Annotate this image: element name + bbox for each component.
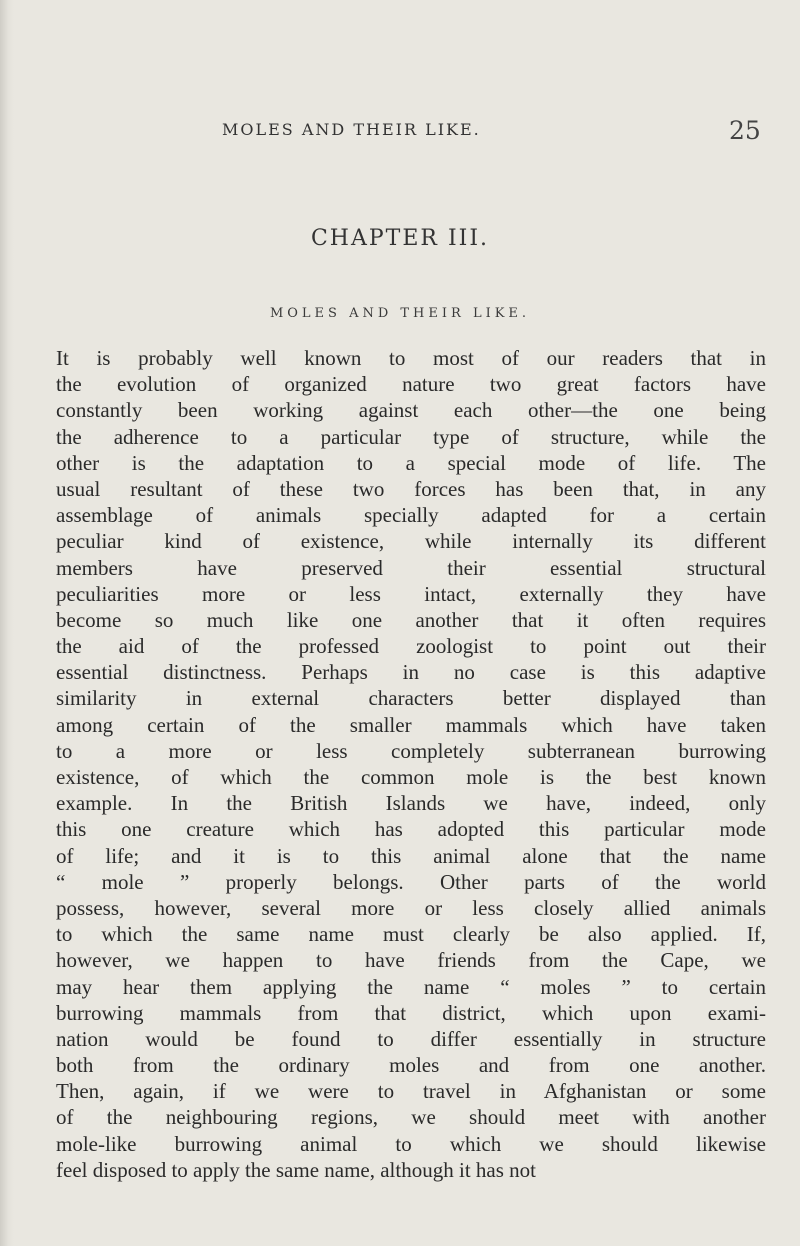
text-line: peculiarities more or less intact, externally they have: [56, 581, 766, 606]
text-line: constantly been working against each other—the one being: [56, 398, 766, 423]
text-line: to a more or less completely subterranean burrowing: [56, 738, 766, 763]
text-line: essential distinctness. Perhaps in no case is this adaptive: [56, 660, 766, 685]
text-line: to which the same name must clearly be also applied. If,: [56, 922, 766, 947]
text-line: the aid of the professed zoologist to point out their: [56, 634, 766, 659]
text-line: become so much like one another that it often requires: [56, 607, 766, 632]
text-line: peculiar kind of existence, while internally its different: [56, 529, 766, 554]
text-line: nation would be found to differ essentially in structure: [56, 1026, 766, 1051]
text-line: members have preserved their essential structural: [56, 555, 766, 580]
text-line: may hear them applying the name “ moles ” to certain: [56, 974, 766, 999]
running-head: [0, 116, 800, 146]
running-title: MOLES AND THEIR LIKE.: [222, 120, 481, 139]
text-line: assemblage of animals specially adapted for a certain: [56, 503, 766, 528]
text-line: the evolution of organized nature two great factors have: [56, 372, 766, 397]
text-line: other is the adaptation to a special mode of life. The: [56, 450, 766, 475]
text-line: of life; and it is to this animal alone that the name: [56, 843, 766, 868]
text-line: of the neighbouring regions, we should meet with another: [56, 1105, 766, 1130]
text-line: however, we happen to have friends from the Cape, we: [56, 948, 766, 973]
text-line: “ mole ” properly belongs. Other parts of the world: [56, 869, 766, 894]
page-number: 25: [729, 116, 761, 145]
text-line: usual resultant of these two forces has been that, in any: [56, 476, 766, 501]
text-line: example. In the British Islands we have, indeed, only: [56, 791, 766, 816]
text-line: Then, again, if we were to travel in Afghanistan or some: [56, 1079, 766, 1104]
text-line: the adherence to a particular type of structure, while the: [56, 424, 766, 449]
text-line: existence, of which the common mole is the best known: [56, 765, 766, 789]
text-line: possess, however, several more or less closely allied animals: [56, 895, 766, 920]
text-line: feel disposed to apply the same name, although it has not: [56, 1157, 536, 1182]
text-line: similarity in external characters better displayed than: [56, 686, 766, 711]
chapter-heading: CHAPTER III.: [310, 226, 490, 251]
text-line: among certain of the smaller mammals which have taken: [56, 712, 766, 737]
page-binding-edge: [0, 0, 14, 1246]
chapter-subtitle: MOLES AND THEIR LIKE.: [269, 306, 531, 321]
text-line: this one creature which has adopted this particular mode: [56, 817, 766, 842]
text-line: mole-like burrowing animal to which we should likewise: [56, 1131, 766, 1156]
text-line: It is probably well known to most of our readers that in: [56, 346, 766, 370]
body-text: [56, 345, 766, 1183]
text-line: both from the ordinary moles and from one another.: [56, 1053, 766, 1078]
text-line: burrowing mammals from that district, which upon exami-: [56, 1000, 766, 1025]
